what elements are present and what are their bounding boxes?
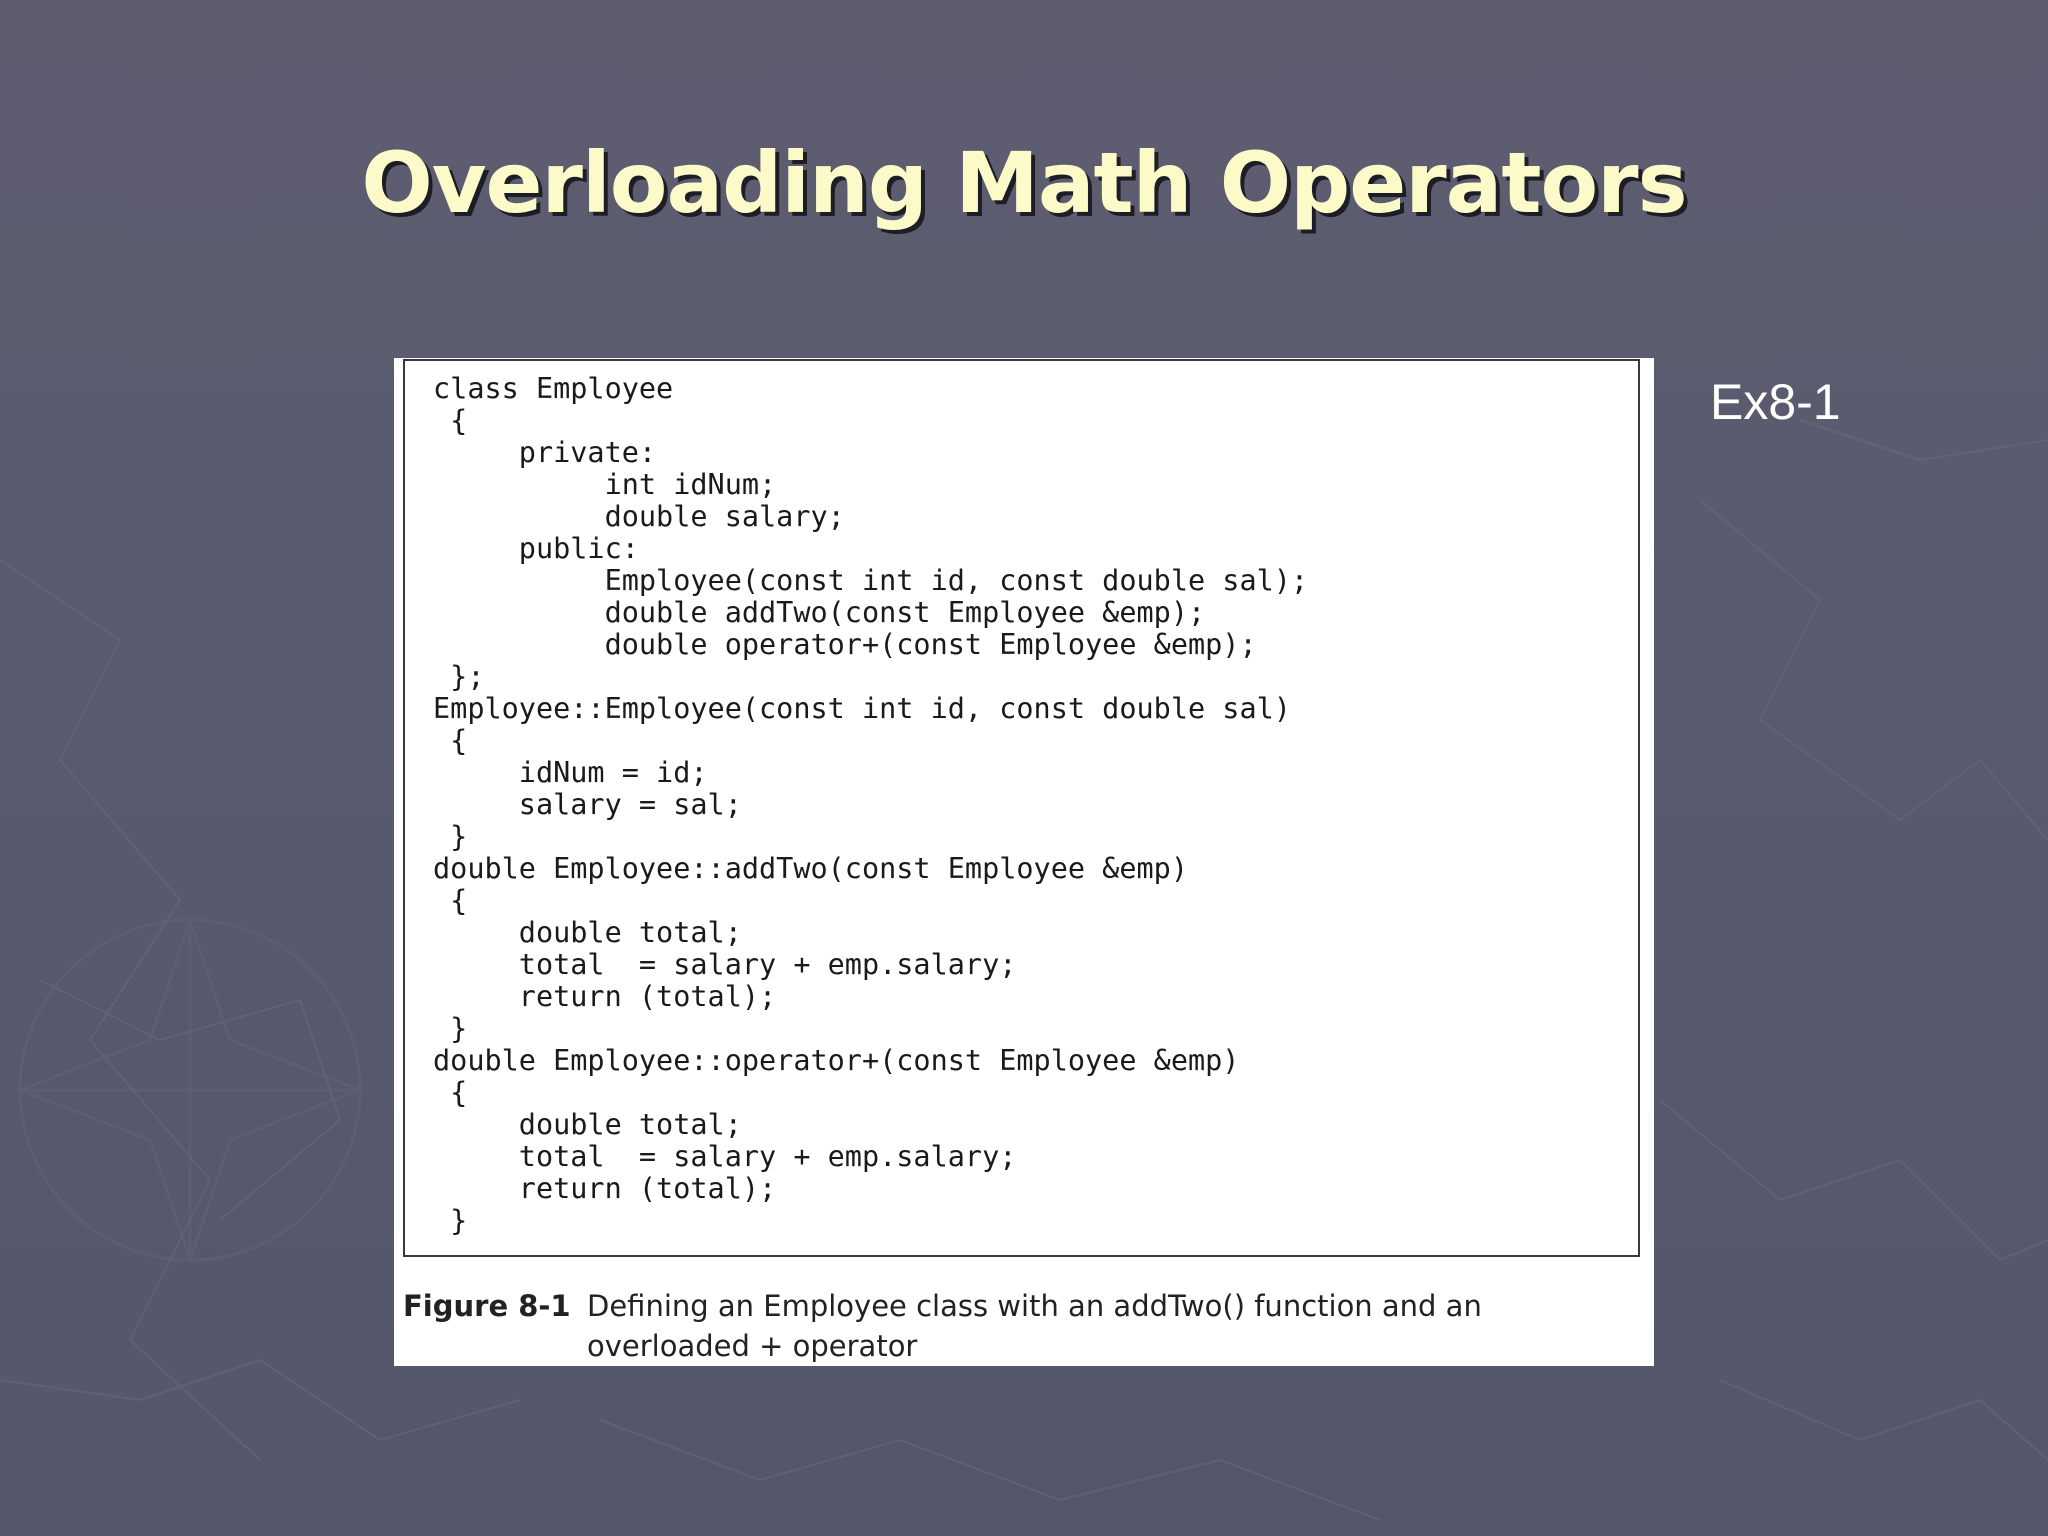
code-line: private: — [433, 436, 657, 469]
code-line: return (total); — [433, 1172, 777, 1205]
code-line: total = salary + emp.salary; — [433, 948, 1017, 981]
code-line: double Employee::addTwo(const Employee &emp) — [433, 852, 1188, 885]
code-line: { — [433, 404, 468, 437]
code-line: double salary; — [433, 500, 845, 533]
code-line: idNum = id; — [433, 756, 708, 789]
code-line: return (total); — [433, 980, 777, 1013]
code-line: total = salary + emp.salary; — [433, 1140, 1017, 1173]
code-line: } — [433, 820, 468, 853]
code-line: salary = sal; — [433, 788, 742, 821]
code-line: double operator+(const Employee &emp); — [433, 628, 1257, 661]
code-line: { — [433, 1076, 468, 1109]
code-line: double total; — [433, 1108, 742, 1141]
code-line: double Employee::operator+(const Employee &emp) — [433, 1044, 1240, 1077]
code-line: int idNum; — [433, 468, 777, 501]
code-line: double addTwo(const Employee &emp); — [433, 596, 1206, 629]
code-line: public: — [433, 532, 639, 565]
code-line: Employee::Employee(const int id, const double sal) — [433, 692, 1291, 725]
slide-title: Overloading Math Operators — [361, 134, 1687, 232]
caption-label: Figure 8-1 — [403, 1289, 571, 1323]
code-line: }; — [433, 660, 485, 693]
example-label: Ex8-1 — [1710, 374, 1841, 430]
code-line: { — [433, 724, 468, 757]
code-line: Employee(const int id, const double sal); — [433, 564, 1309, 597]
code-line: double total; — [433, 916, 742, 949]
code-line: class Employee — [433, 372, 674, 405]
code-box — [403, 359, 1640, 1257]
caption-text: Defining an Employee class with an addTwo() function and an overloaded + operator — [587, 1289, 1482, 1363]
figure-panel — [394, 358, 1654, 1366]
code-listing — [433, 373, 1308, 1237]
code-line: } — [433, 1012, 468, 1045]
code-line: { — [433, 884, 468, 917]
code-line: } — [433, 1204, 468, 1237]
